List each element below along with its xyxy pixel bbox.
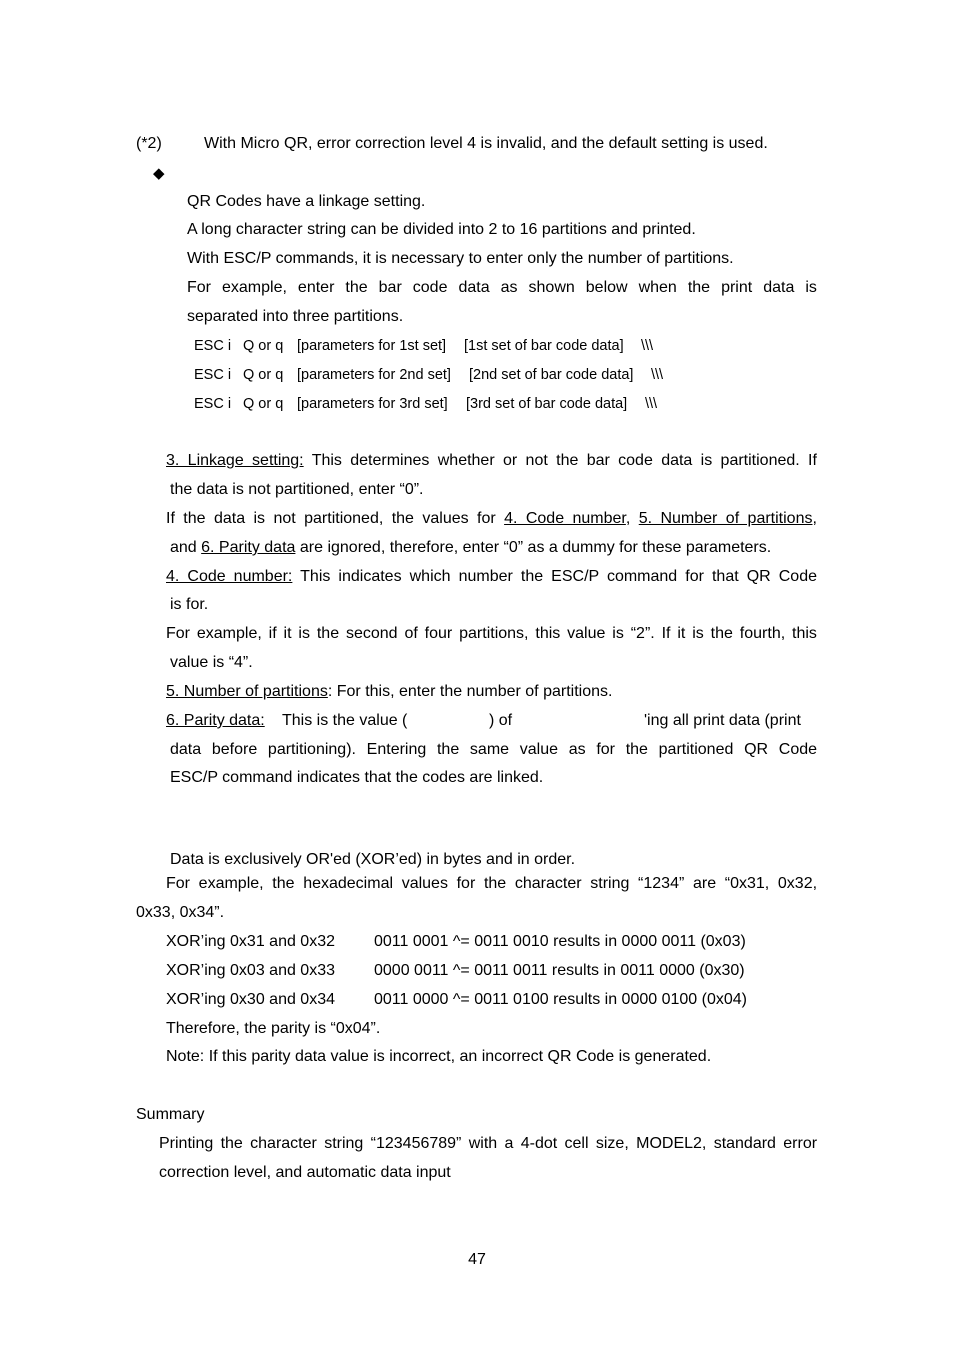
xor-result: 0011 0000 ^= 0011 0100 results in 0000 0100 (0x04) [374, 991, 747, 1008]
summary-line-2: correction level, and automatic data input [159, 1164, 451, 1181]
esc-command-row [0, 365, 954, 385]
code-number-label: 4. Code number: [166, 568, 293, 585]
linkage-setting-line: 3. Linkage setting: This determines whether or not the bar code data is partitioned. If [166, 452, 817, 469]
xor-note: Note: If this parity data value is incorrect, an incorrect QR Code is generated. [166, 1048, 712, 1065]
esc-mode: Q or q [243, 367, 284, 383]
linkage-intro-line: With ESC/P commands, it is necessary to enter only the number of partitions. [187, 250, 734, 267]
esc-mode: Q or q [243, 396, 284, 412]
xor-example-cont: 0x33, 0x34”. [136, 904, 225, 921]
parity-text-b: ) of [489, 712, 513, 729]
xor-result: 0000 0011 ^= 0011 0011 results in 0011 0000 (0x30) [374, 962, 745, 979]
parity-text-a: This is the value ( [282, 712, 408, 729]
esc-end: \\\ [651, 367, 664, 383]
example-intro-line: For example, enter the bar code data as shown below when the print data is [187, 279, 817, 296]
xor-intro: Data is exclusively OR'ed (XOR’ed) in bytes and in order. [170, 851, 576, 868]
esc-mode: Q or q [243, 338, 284, 354]
esc-end: \\\ [641, 338, 654, 354]
page-number: 47 [468, 1251, 486, 1268]
note-marker: (*2) [136, 135, 162, 152]
xor-therefore: Therefore, the parity is “0x04”. [166, 1020, 381, 1037]
esc-data: [2nd set of bar code data] [469, 367, 634, 383]
esc-cmd: ESC i [194, 338, 232, 354]
esc-cmd: ESC i [194, 367, 232, 383]
xor-example-line: For example, the hexadecimal values for the character string “1234” are “0x31, 0x32, [166, 875, 818, 892]
ignored-params-cont: and 6. Parity data are ignored, therefore, enter “0” as a dummy for these parameters. [170, 539, 772, 556]
linkage-setting-label: 3. Linkage setting: [166, 452, 304, 469]
parity-line-3: ESC/P command indicates that the codes are linked. [170, 769, 544, 786]
parity-text-c: 'ing all print data (print [644, 712, 801, 729]
parity-data-ref: 6. Parity data [201, 539, 296, 556]
code-example-line: For example, if it is the second of four partitions, this value is “2”. If it is the fourth, this [166, 625, 817, 642]
esc-end: \\\ [645, 396, 658, 412]
number-of-partitions-ref: 5. Number of partitions [638, 510, 813, 527]
code-number-ref: 4. Code number [504, 510, 626, 527]
esc-command-row [0, 394, 954, 414]
summary-line-1: Printing the character string “123456789” with a 4-dot cell size, MODEL2, standard error [159, 1135, 818, 1152]
xor-result: 0011 0001 ^= 0011 0010 results in 0000 0011 (0x03) [374, 933, 746, 950]
esc-data: [3rd set of bar code data] [466, 396, 628, 412]
example-intro-cont: separated into three partitions. [187, 308, 404, 325]
esc-command-row [0, 336, 954, 356]
code-number-cont: is for. [170, 596, 209, 613]
esc-params: [parameters for 2nd set] [297, 367, 451, 383]
esc-params: [parameters for 1st set] [297, 338, 447, 354]
xor-op: XOR’ing 0x31 and 0x32 [166, 933, 335, 950]
xor-op: XOR’ing 0x30 and 0x34 [166, 991, 335, 1008]
parity-line-2: data before partitioning). Entering the same value as for the partitioned QR Code [170, 741, 818, 758]
note-text: With Micro QR, error correction level 4 is invalid, and the default setting is used. [204, 135, 768, 152]
linkage-setting-cont: the data is not partitioned, enter “0”. [170, 481, 424, 498]
linkage-intro-line: A long character string can be divided into 2 to 16 partitions and printed. [187, 221, 696, 238]
xor-op: XOR’ing 0x03 and 0x33 [166, 962, 335, 979]
esc-cmd: ESC i [194, 396, 232, 412]
ignored-params-line: If the data is not partitioned, the values for 4. Code number, 5. Number of partitions, [166, 510, 817, 527]
partitions-line: 5. Number of partitions: For this, enter the number of partitions. [166, 683, 613, 700]
esc-params: [parameters for 3rd set] [297, 396, 448, 412]
diamond-bullet-icon: ◆ [153, 164, 165, 182]
linkage-intro-line: QR Codes have a linkage setting. [187, 193, 426, 210]
summary-heading: Summary [136, 1106, 205, 1123]
esc-data: [1st set of bar code data] [464, 338, 624, 354]
partitions-label: 5. Number of partitions [166, 683, 328, 700]
code-example-cont: value is “4”. [170, 654, 253, 671]
code-number-line: 4. Code number: This indicates which number the ESC/P command for that QR Code [166, 568, 817, 585]
parity-label: 6. Parity data: [166, 712, 265, 729]
